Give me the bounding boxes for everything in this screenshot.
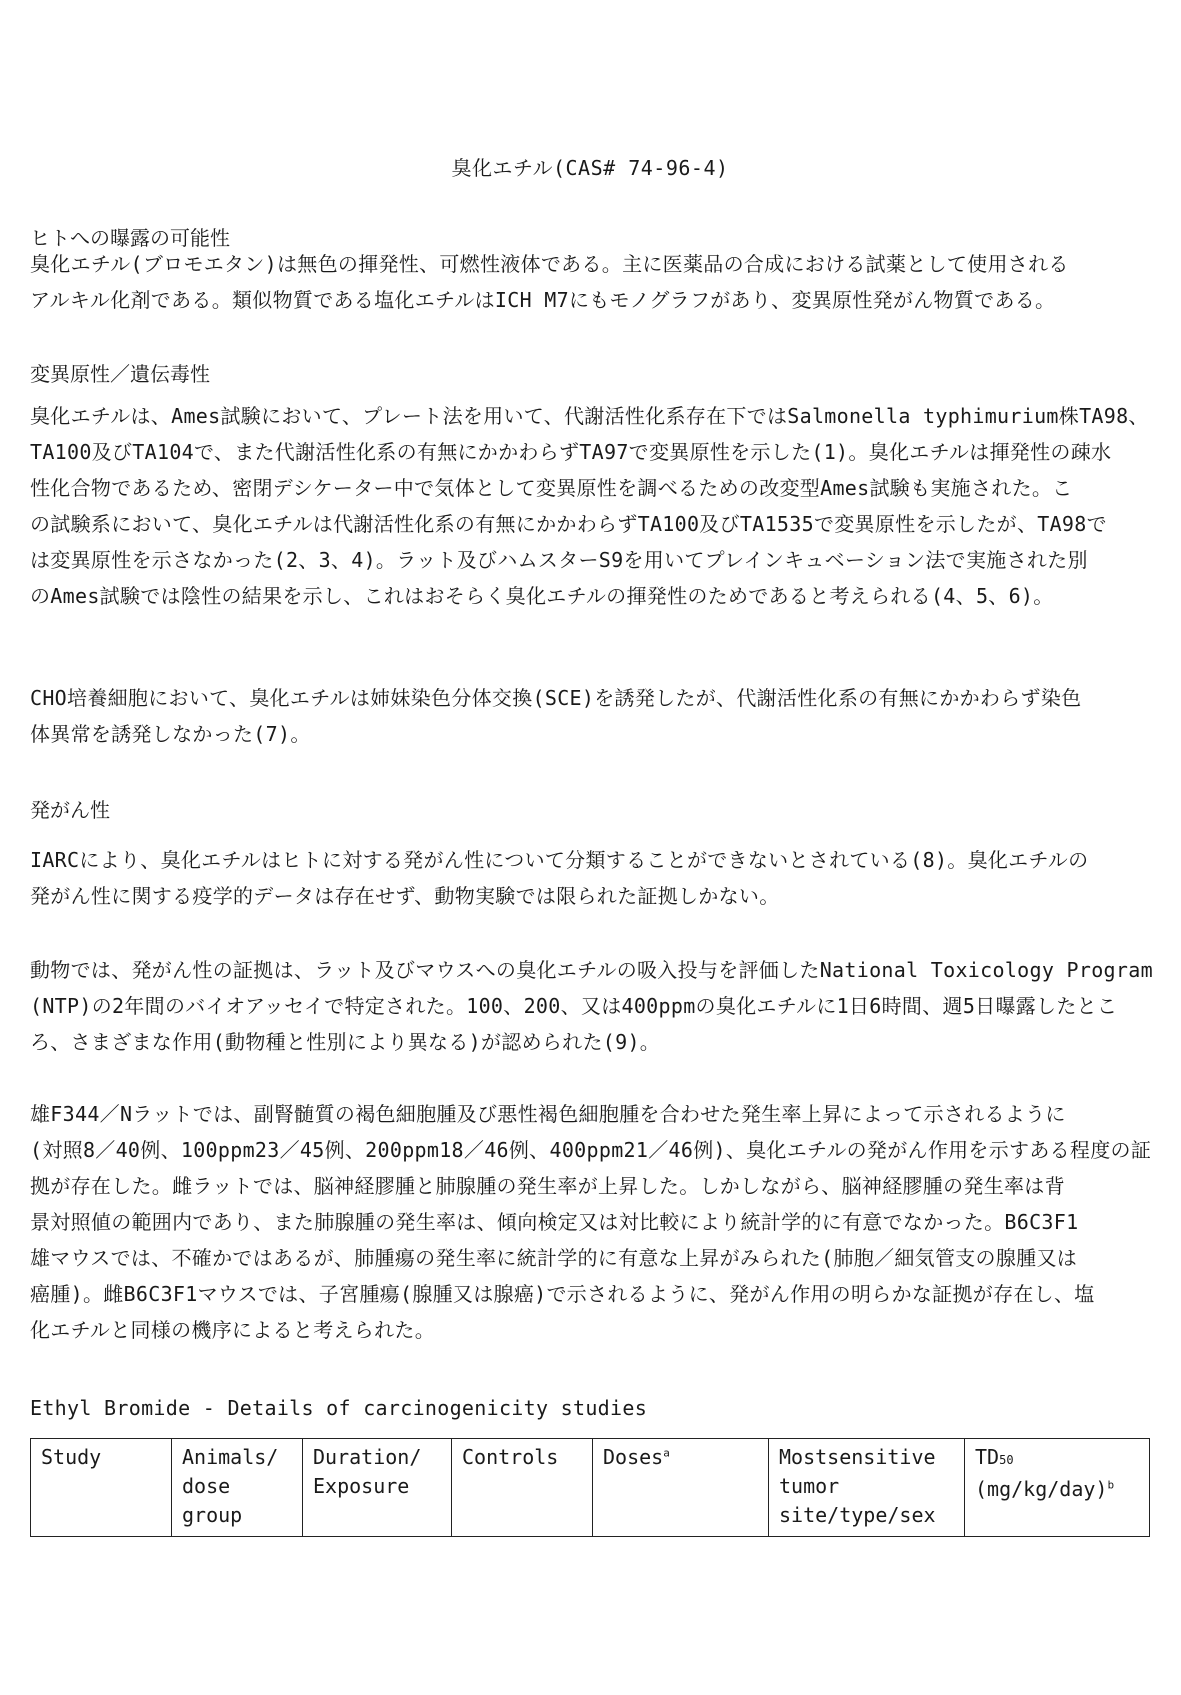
section-heading-carcinogenicity: 発がん性 xyxy=(30,798,110,822)
paragraph-exposure: 臭化エチル(ブロモエタン)は無色の揮発性、可燃性液体である。主に医薬品の合成における試薬として使用される アルキル化剤である。類似物質である塩化エチルはICH M7にもモノグラフがあり、変異原性発がん物質である。 xyxy=(30,252,1069,312)
page-title: 臭化エチル(CAS# 74-96-4) xyxy=(451,156,729,180)
paragraph-mutagenicity-1: 臭化エチルは、Ames試験において、プレート法を用いて、代謝活性化系存在下ではSalmonella typhimurium株TA98、 TA100及びTA104で、また代謝活性化系の有無にかかわらずTA97で変異原性を示した(1)。臭化エチルは揮発性の疎水 性化合物であるため、密閉デシケーター中で気体として変異原性を調べるための改変型Ames試験も実施された。こ の試験系において、臭化エチルは代謝活性化系の有無にかかわらずTA100及びTA1535で変異原性を示したが、TA98で は変異原性を示さなかった(2、3、4)。ラット及びハムスターS9を用いてプレインキュベーション法で実施された別 のAmes試験では陰性の結果を示し、これはおそらく臭化エチルの揮発性のためであると考えられる(4、5、6)。 xyxy=(30,404,1149,608)
section-heading-mutagenicity: 変異原性／遺伝毒性 xyxy=(30,362,210,386)
header-tumor: Mostsensitive tumor site/type/sex xyxy=(769,1439,965,1537)
header-controls: Controls xyxy=(452,1439,593,1537)
section-heading-exposure: ヒトへの曝露の可能性 xyxy=(30,226,230,250)
paragraph-mutagenicity-2: CHO培養細胞において、臭化エチルは姉妹染色分体交換(SCE)を誘発したが、代謝活性化系の有無にかかわらず染色 体異常を誘発しなかった(7)。 xyxy=(30,686,1082,746)
table-caption: Ethyl Bromide - Details of carcinogenicity studies xyxy=(30,1396,648,1420)
table-header-row xyxy=(31,1439,1150,1537)
carcinogenicity-table xyxy=(30,1438,1150,1537)
header-td50: TD50 $(mg/kg/day)^b$ xyxy=(965,1439,1150,1537)
header-duration: Duration/ Exposure xyxy=(303,1439,452,1537)
paragraph-carcinogenicity-1: IARCにより、臭化エチルはヒトに対する発がん性について分類することができないとされている(8)。臭化エチルの 発がん性に関する疫学的データは存在せず、動物実験では限られた証拠しかない。 xyxy=(30,848,1089,908)
header-doses: Doses$^a$ xyxy=(593,1439,769,1537)
header-animals: Animals/ dose group xyxy=(172,1439,303,1537)
paragraph-carcinogenicity-3: 雄F344／Nラットでは、副腎髄質の褐色細胞腫及び悪性褐色細胞腫を合わせた発生率上昇によって示されるように (対照8／40例、100ppm23／45例、200ppm18／46例、400ppm21／46例)、臭化エチルの発がん作用を示すある程度の証 拠が存在した。雌ラットでは、脳神経膠腫と肺腺腫の発生率が上昇した。しかしながら、脳神経膠腫の発生率は背 景対照値の範囲内であり、また肺腺腫の発生率は、傾向検定又は対比較により統計学的に有意でなかった。B6C3F1 雄マウスでは、不確かではあるが、肺腫瘍の発生率に統計学的に有意な上昇がみられた(肺胞／細気管支の腺腫又は 癌腫)。雌B6C3F1マウスでは、子宮腫瘍(腺腫又は腺癌)で示されるように、発がん作用の明らかな証拠が存在し、塩 化エチルと同様の機序によると考えられた。 xyxy=(30,1102,1152,1342)
header-study: Study xyxy=(31,1439,172,1537)
paragraph-carcinogenicity-2: 動物では、発がん性の証拠は、ラット及びマウスへの臭化エチルの吸入投与を評価したNational Toxicology Program (NTP)の2年間のバイオアッセイで特定された。100、200、又は400ppmの臭化エチルに1日6時間、週5日曝露したとこ ろ、さまざまな作用(動物種と性別により異なる)が認められた(9)。 xyxy=(30,958,1153,1054)
